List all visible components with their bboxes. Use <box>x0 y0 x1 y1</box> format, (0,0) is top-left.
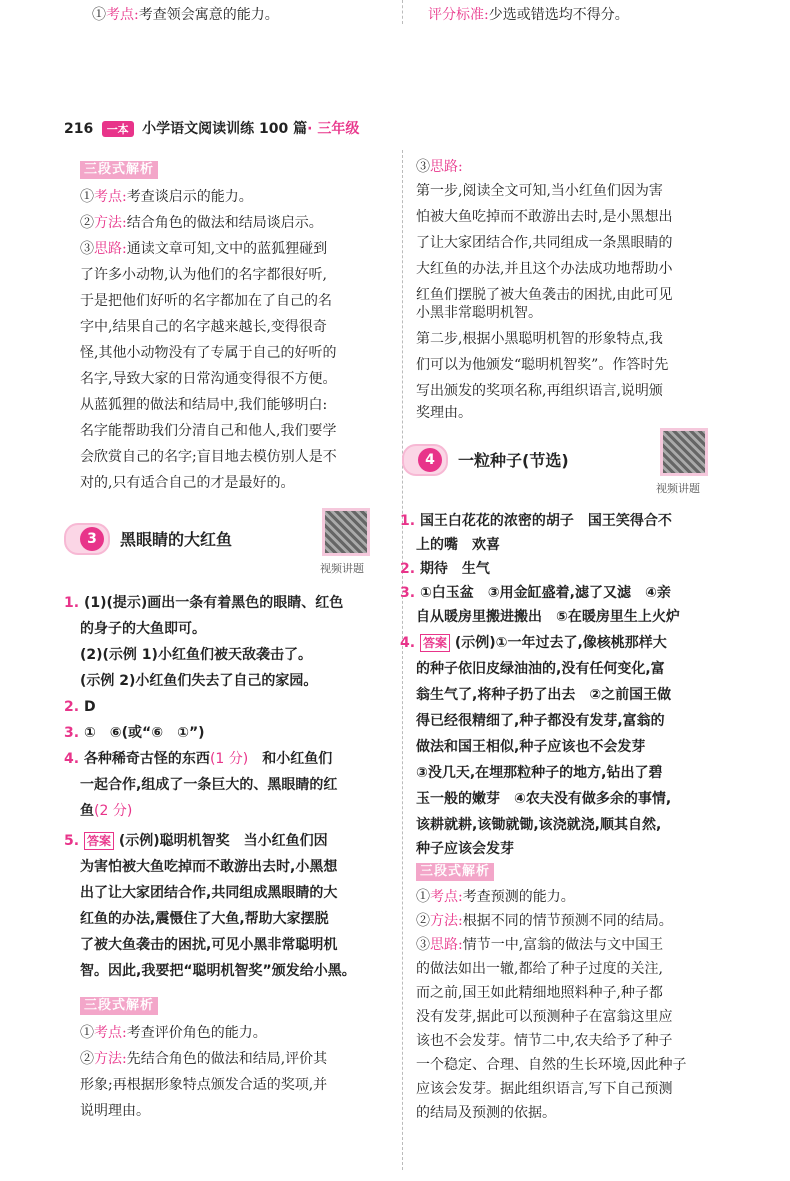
right-s1: ①考点:考查预测的能力。 <box>416 889 575 905</box>
answer-3: 3. ① ⑥(或“⑥ ①”) <box>64 725 205 741</box>
text-line: 怕被大鱼吃掉而不敢游出去时,是小黑想出 <box>416 209 673 225</box>
text-line: 该耕就耕,该锄就锄,该浇就浇,顺其自然, <box>416 817 662 833</box>
left-q2: ②方法:先结合角色的做法和结局,评价其 <box>80 1051 328 1067</box>
text-line: 对的,只有适合自己的才是最好的。 <box>80 475 295 491</box>
text-line: 上的嘴 欢喜 <box>416 537 500 553</box>
analysis-tag-2: 三段式解析 <box>80 994 158 1015</box>
brand-logo: 一本 <box>102 121 134 137</box>
text-line: 而之前,国王如此精细地照料种子,种子都 <box>416 985 663 1001</box>
answer-3: 3. ①白玉盆 ③用金缸盛着,滤了又滤 ④亲 <box>400 585 671 601</box>
top-left-note: ①考点:考查领会寓意的能力。 <box>92 7 279 23</box>
text-line: 红鱼的办法,震慑住了大鱼,帮助大家摆脱 <box>80 911 329 927</box>
text-line: 形象;再根据形象特点颁发合适的奖项,并 <box>80 1077 328 1093</box>
text-line: 做法和国王相似,种子应该也不会发芽 <box>416 739 646 755</box>
page-header <box>64 118 359 140</box>
text-line: 小黑非常聪明机智。 <box>416 305 542 321</box>
text-line: 该也不会发芽。情节二中,农夫给予了种子 <box>416 1033 673 1049</box>
text-line: ③没几天,在埋那粒种子的地方,钻出了碧 <box>416 765 663 781</box>
text-line: (2)(示例 1)小红鱼们被天敌袭击了。 <box>80 647 312 663</box>
text-line: 写出颁发的奖项名称,再组织语言,说明颁 <box>416 383 663 399</box>
text-line: 字中,结果自己的名字越来越长,变得很奇 <box>80 319 327 335</box>
qr-code-icon[interactable] <box>660 428 708 476</box>
text-line: 了让大家团结合作,共同组成一条黑眼睛的 <box>416 235 673 251</box>
right-r3: ③思路: <box>416 159 463 175</box>
top-divider <box>402 0 403 24</box>
left-q1: ①考点:考查评价角色的能力。 <box>80 1025 267 1041</box>
answer-2: 2. 期待 生气 <box>400 561 490 577</box>
answer-4: 4. 答案 (示例)①一年过去了,像核桃那样大 <box>400 635 667 651</box>
text-line: 玉一般的嫩芽 ④农夫没有做多余的事情, <box>416 791 672 807</box>
left-point-1: ①考点:考查谈启示的能力。 <box>80 189 253 205</box>
answer-4: 4. 各种稀奇古怪的东西(1 分) 和小红鱼们 <box>64 751 333 767</box>
text-line: 说明理由。 <box>80 1103 150 1119</box>
text-line: 鱼(2 分) <box>80 803 133 819</box>
left-point-3: ③思路:通读文章可知,文中的蓝狐狸碰到 <box>80 241 328 257</box>
page-number: 216 <box>64 121 94 137</box>
text-line: 得已经很精细了,种子都没有发芽,富翁的 <box>416 713 665 729</box>
right-s2: ②方法:根据不同的情节预测不同的结局。 <box>416 913 673 929</box>
text-line: 于是把他们好听的名字都加在了自己的名 <box>80 293 332 309</box>
text-line: 的身子的大鱼即可。 <box>80 621 206 637</box>
answer-tag: 答案 <box>84 832 114 850</box>
text-line: 怪,其他小动物没有了专属于自己的好听的 <box>80 345 337 361</box>
text-line: 名字,导致大家的日常沟通变得很不方便。 <box>80 371 337 387</box>
section-4-badge: 4 <box>402 444 448 476</box>
column-divider <box>402 150 403 1170</box>
analysis-tag-1: 三段式解析 <box>80 158 158 179</box>
analysis-tag-3: 三段式解析 <box>416 860 494 881</box>
text-line: 会欣赏自己的名字;盲目地去模仿别人是不 <box>80 449 337 465</box>
text-line: 们可以为他颁发“聪明机智奖”。作答时先 <box>416 357 669 373</box>
section-4-title: 一粒种子(节选) <box>458 451 569 470</box>
qr-label: 视频讲题 <box>320 562 364 575</box>
section-3-badge: 3 <box>64 523 110 555</box>
answer-5: 5. 答案 (示例)聪明机智奖 当小红鱼们因 <box>64 833 328 849</box>
text-line: 应该会发芽。据此组织语言,写下自己预测 <box>416 1081 673 1097</box>
text-line: 大红鱼的办法,并且这个办法成功地帮助小 <box>416 261 673 277</box>
text-line: 奖理由。 <box>416 405 472 421</box>
text-line: 没有发芽,据此可以预测种子在富翁这里应 <box>416 1009 673 1025</box>
text-line: 红鱼们摆脱了被大鱼袭击的困扰,由此可见 <box>416 287 673 303</box>
text-line: 出了让大家团结合作,共同组成黑眼睛的大 <box>80 885 338 901</box>
section-3-title: 黑眼睛的大红鱼 <box>120 530 233 549</box>
answer-1: 1. (1)(提示)画出一条有着黑色的眼睛、红色 <box>64 595 344 611</box>
text-line: (示例 2)小红鱼们失去了自己的家园。 <box>80 673 318 689</box>
text-line: 名字能帮助我们分清自己和他人,我们要学 <box>80 423 337 439</box>
grade-label: · 三年级 <box>307 121 360 137</box>
text-line: 的做法如出一辙,都给了种子过度的关注, <box>416 961 663 977</box>
answer-2: 2. D <box>64 699 96 715</box>
text-line: 智。因此,我要把“聪明机智奖”颁发给小黑。 <box>80 963 356 979</box>
text-line: 一起合作,组成了一条巨大的、黑眼睛的红 <box>80 777 338 793</box>
text-line: 一个稳定、合理、自然的生长环境,因此种子 <box>416 1057 687 1073</box>
text-line: 了被大鱼袭击的困扰,可见小黑非常聪明机 <box>80 937 338 953</box>
qr-code-icon[interactable] <box>322 508 370 556</box>
text-line: 翁生气了,将种子扔了出去 ②之前国王做 <box>416 687 672 703</box>
left-point-2: ②方法:结合角色的做法和结局谈启示。 <box>80 215 323 231</box>
text-line: 从蓝狐狸的做法和结局中,我们能够明白: <box>80 397 328 413</box>
text-line: 的种子依旧皮绿油油的,没有任何变化,富 <box>416 661 665 677</box>
text-line: 为害怕被大鱼吃掉而不敢游出去时,小黑想 <box>80 859 338 875</box>
answer-1: 1. 国王白花花的浓密的胡子 国王笑得合不 <box>400 513 672 529</box>
text-line: 第一步,阅读全文可知,当小红鱼们因为害 <box>416 183 663 199</box>
text-line: 种子应该会发芽 <box>416 841 514 857</box>
answer-tag: 答案 <box>420 634 450 652</box>
top-right-note: 评分标准:少选或错选均不得分。 <box>428 7 629 23</box>
book-title: 小学语文阅读训练 100 篇 <box>142 121 308 137</box>
text-line: 自从暖房里搬进搬出 ⑤在暖房里生上火炉 <box>416 609 680 625</box>
right-s3: ③思路:情节一中,富翁的做法与文中国王 <box>416 937 664 953</box>
text-line: 的结局及预测的依据。 <box>416 1105 556 1121</box>
qr-label: 视频讲题 <box>656 482 700 495</box>
text-line: 了许多小动物,认为他们的名字都很好听, <box>80 267 327 283</box>
text-line: 第二步,根据小黑聪明机智的形象特点,我 <box>416 331 663 347</box>
